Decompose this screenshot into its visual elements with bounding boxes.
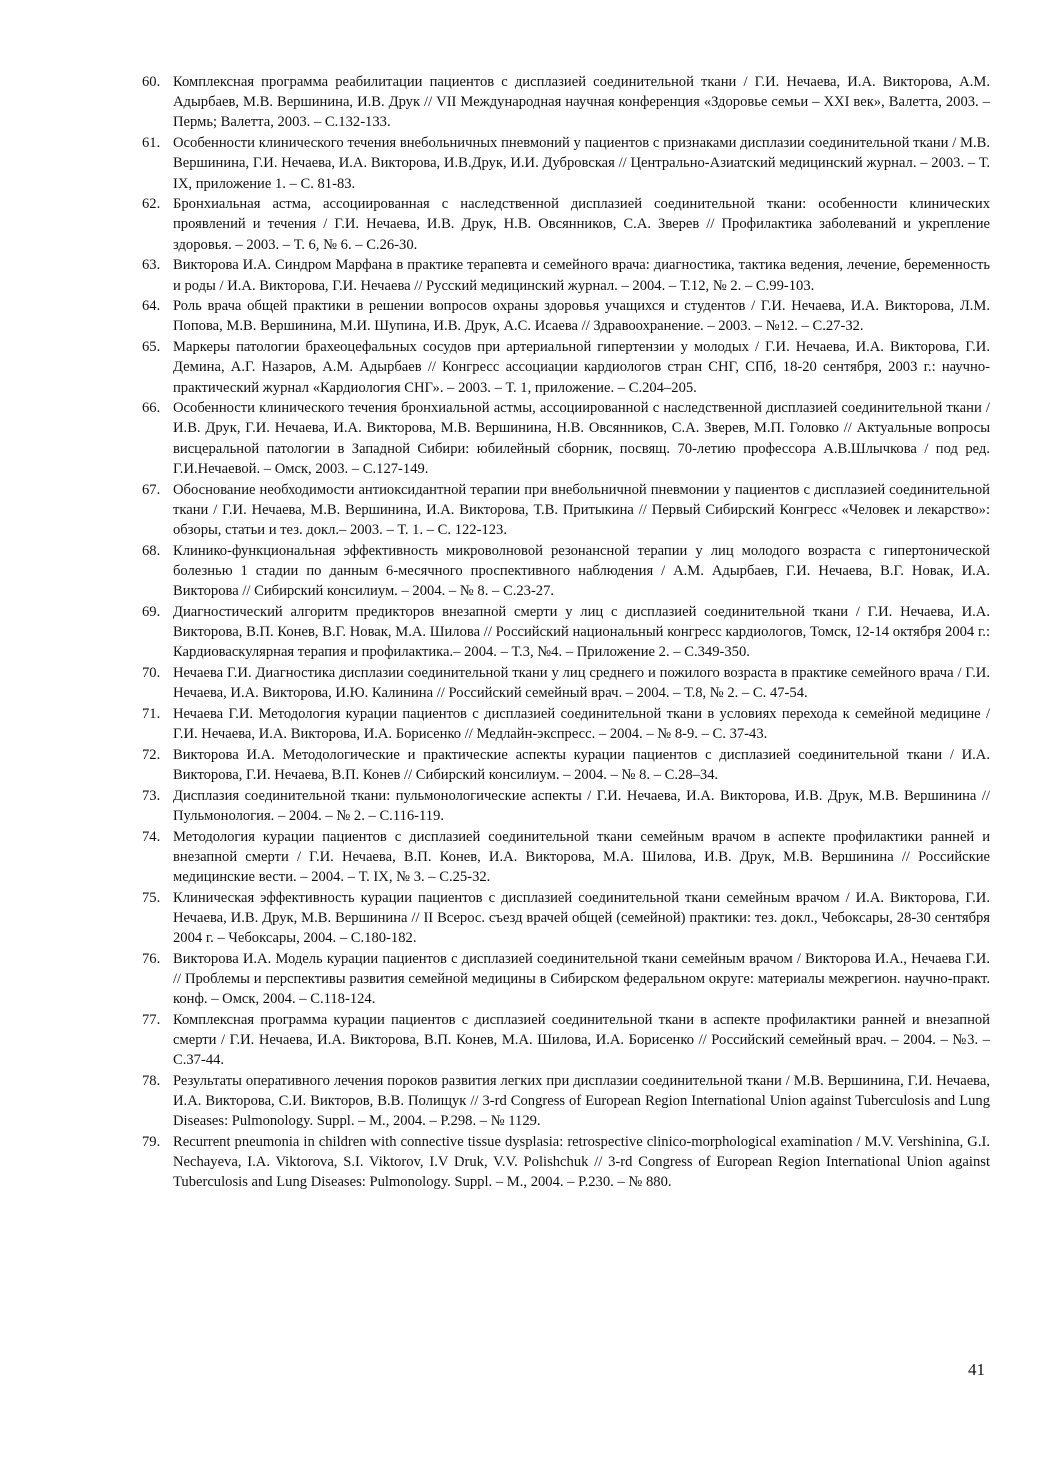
reference-item — [142, 745, 990, 785]
reference-item — [142, 194, 990, 255]
reference-item — [142, 398, 990, 479]
reference-number: 62. — [142, 196, 161, 213]
reference-number: 65. — [142, 339, 161, 356]
reference-number: 69. — [142, 603, 161, 620]
reference-text: Дисплазия соединительной ткани: пульмонологические аспекты / Г.И. Нечаева, И.А. Викторова, И.В. Друк, М.В. Вершинина // Пульмонология. – 2004. – № 2. – С.116-119. — [173, 787, 990, 824]
reference-item — [142, 888, 990, 949]
reference-item — [142, 1010, 990, 1071]
reference-text: Нечаева Г.И. Диагностика дисплазии соединительной ткани у лиц среднего и пожилого возраста в практике семейного врача / Г.И. Нечаева, И.А. Викторова, И.Ю. Калинина // Российский семейный врач. – 2004. – Т.8, № 2. – С. 47-54. — [173, 664, 990, 702]
reference-number: 74. — [142, 828, 161, 845]
reference-number: 72. — [142, 746, 161, 763]
reference-text: Клинико-функциональная эффективность микроволновой резонансной терапии у лиц молодого возраста с гипертонической болезнью 1 стадии по данным 6-месячного проспективного наблюдения / А.М. Адырбаев, Г.И. Нечаева, В.Г. Новак, И.А. Викторова // Сибирский консилиум. – 2004. – № 8. – С.23-27. — [173, 542, 990, 600]
reference-item — [142, 1071, 990, 1132]
reference-text: Клиническая эффективность курации пациентов с дисплазией соединительной ткани семейным врачом / И.А. Викторова, Г.И. Нечаева, И.В. Друк, М.В. Вершинина // II Всерос. съезд врачей общей (семейной) практики: тез. докл., Чебоксары, 28-30 сентября 2004 г. – Чебоксары, 2004. – С.180-182. — [173, 889, 990, 947]
reference-item — [142, 602, 990, 663]
reference-list — [142, 72, 990, 1193]
page-number: 41 — [968, 1360, 985, 1379]
reference-item — [142, 337, 990, 398]
reference-text: Особенности клинического течения бронхиальной астмы, ассоциированной с наследственной дисплазией соединительной ткани / И.В. Друк, Г.И. Нечаева, И.А. Викторова, М.В. Вершинина, Н.В. Овсянников, С.А. Зверев, М.П. Головко // Актуальные вопросы висцеральной патологии в Западной Сибири: юбилейный сборник, посвящ. 70-летию профессора А.В.Шлычкова / под ред. Г.И.Нечаевой. – Омск, 2003. – С.127-149. — [173, 400, 990, 477]
reference-text: Методология курации пациентов с дисплазией соединительной ткани семейным врачом в аспекте профилактики ранней и внезапной смерти / Г.И. Нечаева, В.П. Конев, И.А. Викторова, М.А. Шилова, И.В. Друк, М.В. Вершинина // Российские медицинские вести. – 2004. – Т. IX, № 3. – С.25-32. — [173, 828, 990, 885]
reference-number: 64. — [142, 298, 161, 315]
reference-number: 76. — [142, 950, 161, 967]
reference-text: Особенности клинического течения внебольничных пневмоний у пациентов с признаками дисплазии соединительной ткани / М.В. Вершинина, Г.И. Нечаева, И.А. Викторова, И.В.Друк, И.И. Дубровская // Центрально-Азиатский медицинский журнал. – 2003. – Т. IX, приложение 1. – С. 81-83. — [173, 135, 990, 192]
reference-item — [142, 949, 990, 1010]
reference-number: 71. — [142, 705, 161, 722]
reference-text: Нечаева Г.И. Методология курации пациентов с дисплазией соединительной ткани в условиях перехода к семейной медицине / Г.И. Нечаева, И.А. Викторова, И.А. Борисенко // Медлайн-экспресс. – 2004. – № 8-9. – С. 37-43. — [173, 705, 990, 742]
reference-number: 78. — [142, 1072, 161, 1089]
reference-text: Диагностический алгоритм предикторов внезапной смерти у лиц с дисплазией соединительной ткани / Г.И. Нечаева, И.А. Викторова, В.П. Конев, В.Г. Новак, М.А. Шилова // Российский национальный конгресс кардиологов, Томск, 12-14 октября 2004 г.: Кардиоваскулярная терапия и профилактика.– 2004. – Т.3, №4. – Приложение 2. – С.349-350. — [173, 603, 990, 661]
reference-number: 70. — [142, 664, 161, 681]
reference-item — [142, 480, 990, 541]
reference-number: 63. — [142, 257, 161, 274]
reference-text: Recurrent pneumonia in children with connective tissue dysplasia: retrospective clinico-morphological examination / M.V. Vershinina, G.I. Nechayeva, I.A. Viktorova, S.I. Viktorov, I.V Druk, V.V. Polishchuk // 3-rd Congress of European Region International Union against Tuberculosis and Lung Diseases: Pulmonology. Suppl. – М., 2004. – P.230. – № 880. — [173, 1134, 990, 1191]
reference-text: Бронхиальная астма, ассоциированная с наследственной дисплазией соединительной ткани: особенности клинических проявлений и течения / Г.И. Нечаева, И.В. Друк, Н.В. Овсянников, С.А. Зверев // Профилактика заболеваний и укрепление здоровья. – 2003. – Т. 6, № 6. – С.26-30. — [173, 196, 990, 253]
reference-item — [142, 663, 990, 703]
reference-number: 75. — [142, 889, 161, 906]
reference-text: Комплексная программа реабилитации пациентов с дисплазией соединительной ткани / Г.И. Нечаева, И.А. Викторова, А.М. Адырбаев, М.В. Вершинина, И.В. Друк // VII Международная научная конференция «Здоровье семьи – XXI век», Валетта, 2003. – Пермь; Валетта, 2003. – С.132-133. — [173, 74, 990, 131]
reference-number: 66. — [142, 400, 161, 417]
reference-number: 61. — [142, 135, 161, 152]
reference-number: 79. — [142, 1134, 161, 1151]
reference-item — [142, 827, 990, 888]
reference-text: Викторова И.А. Синдром Марфана в практике терапевта и семейного врача: диагностика, тактика ведения, лечение, беременность и роды / И.А. Викторова, Г.И. Нечаева // Русский медицинский журнал. – 2004. – Т.12, № 2. – С.99-103. — [173, 257, 990, 294]
reference-number: 73. — [142, 787, 161, 804]
reference-text: Комплексная программа курации пациентов с дисплазией соединительной ткани в аспекте профилактики ранней и внезапной смерти / Г.И. Нечаева, И.А. Викторова, В.П. Конев, М.А. Шилова, И.А. Борисенко // Российский семейный врач. – 2004. – №3. – С.37-44. — [173, 1011, 990, 1069]
reference-text: Маркеры патологии брахеоцефальных сосудов при артериальной гипертензии у молодых / Г.И. Нечаева, И.А. Викторова, Г.И. Демина, А.Г. Назаров, А.М. Адырбаев // Конгресс ассоциации кардиологов стран СНГ, СПб, 18-20 сентября, 2003 г.: научно-практический журнал «Кардиология СНГ». – 2003. – Т. 1, приложение. – С.204–205. — [173, 339, 990, 396]
reference-item — [142, 296, 990, 336]
reference-number: 68. — [142, 542, 161, 559]
reference-text: Викторова И.А. Методологические и практические аспекты курации пациентов с дисплазией соединительной ткани / И.А. Викторова, Г.И. Нечаева, В.П. Конев // Сибирский консилиум. – 2004. – № 8. – С.28–34. — [173, 746, 990, 783]
reference-item — [142, 704, 990, 744]
reference-number: 67. — [142, 481, 161, 498]
reference-text: Результаты оперативного лечения пороков развития легких при дисплазии соединительной ткани / М.В. Вершинина, Г.И. Нечаева, И.А. Викторова, С.И. Викторов, В.В. Полищук // 3-rd Congress of European Region International Union against Tuberculosis and Lung Diseases: Pulmonology. Suppl. – М., 2004. – P.298. – № 1129. — [173, 1072, 990, 1130]
reference-item — [142, 541, 990, 602]
reference-text: Викторова И.А. Модель курации пациентов с дисплазией соединительной ткани семейным врачом / Викторова И.А., Нечаева Г.И. // Проблемы и перспективы развития семейной медицины в Сибирском федеральном округе: материалы межрегион. научно-практ. конф. – Омск, 2004. – С.118-124. — [173, 950, 990, 1008]
reference-item — [142, 255, 990, 295]
reference-item — [142, 786, 990, 826]
reference-text: Обоснование необходимости антиоксидантной терапии при внебольничной пневмонии у пациентов с дисплазией соединительной ткани / Г.И. Нечаева, М.В. Вершинина, И.А. Викторова, Т.В. Притыкина // Первый Сибирский Конгресс «Человек и лекарство»: обзоры, статьи и тез. докл.– 2003. – Т. 1. – С. 122-123. — [173, 481, 990, 538]
reference-item — [142, 72, 990, 133]
reference-item — [142, 133, 990, 194]
reference-item — [142, 1132, 990, 1193]
reference-number: 60. — [142, 74, 161, 90]
reference-number: 77. — [142, 1011, 161, 1028]
reference-text: Роль врача общей практики в решении вопросов охраны здоровья учащихся и студентов / Г.И. Нечаева, И.А. Викторова, Л.М. Попова, М.В. Вершинина, М.И. Шупина, И.В. Друк, А.С. Исаева // Здравоохранение. – 2003. – №12. – С.27-32. — [173, 298, 990, 335]
